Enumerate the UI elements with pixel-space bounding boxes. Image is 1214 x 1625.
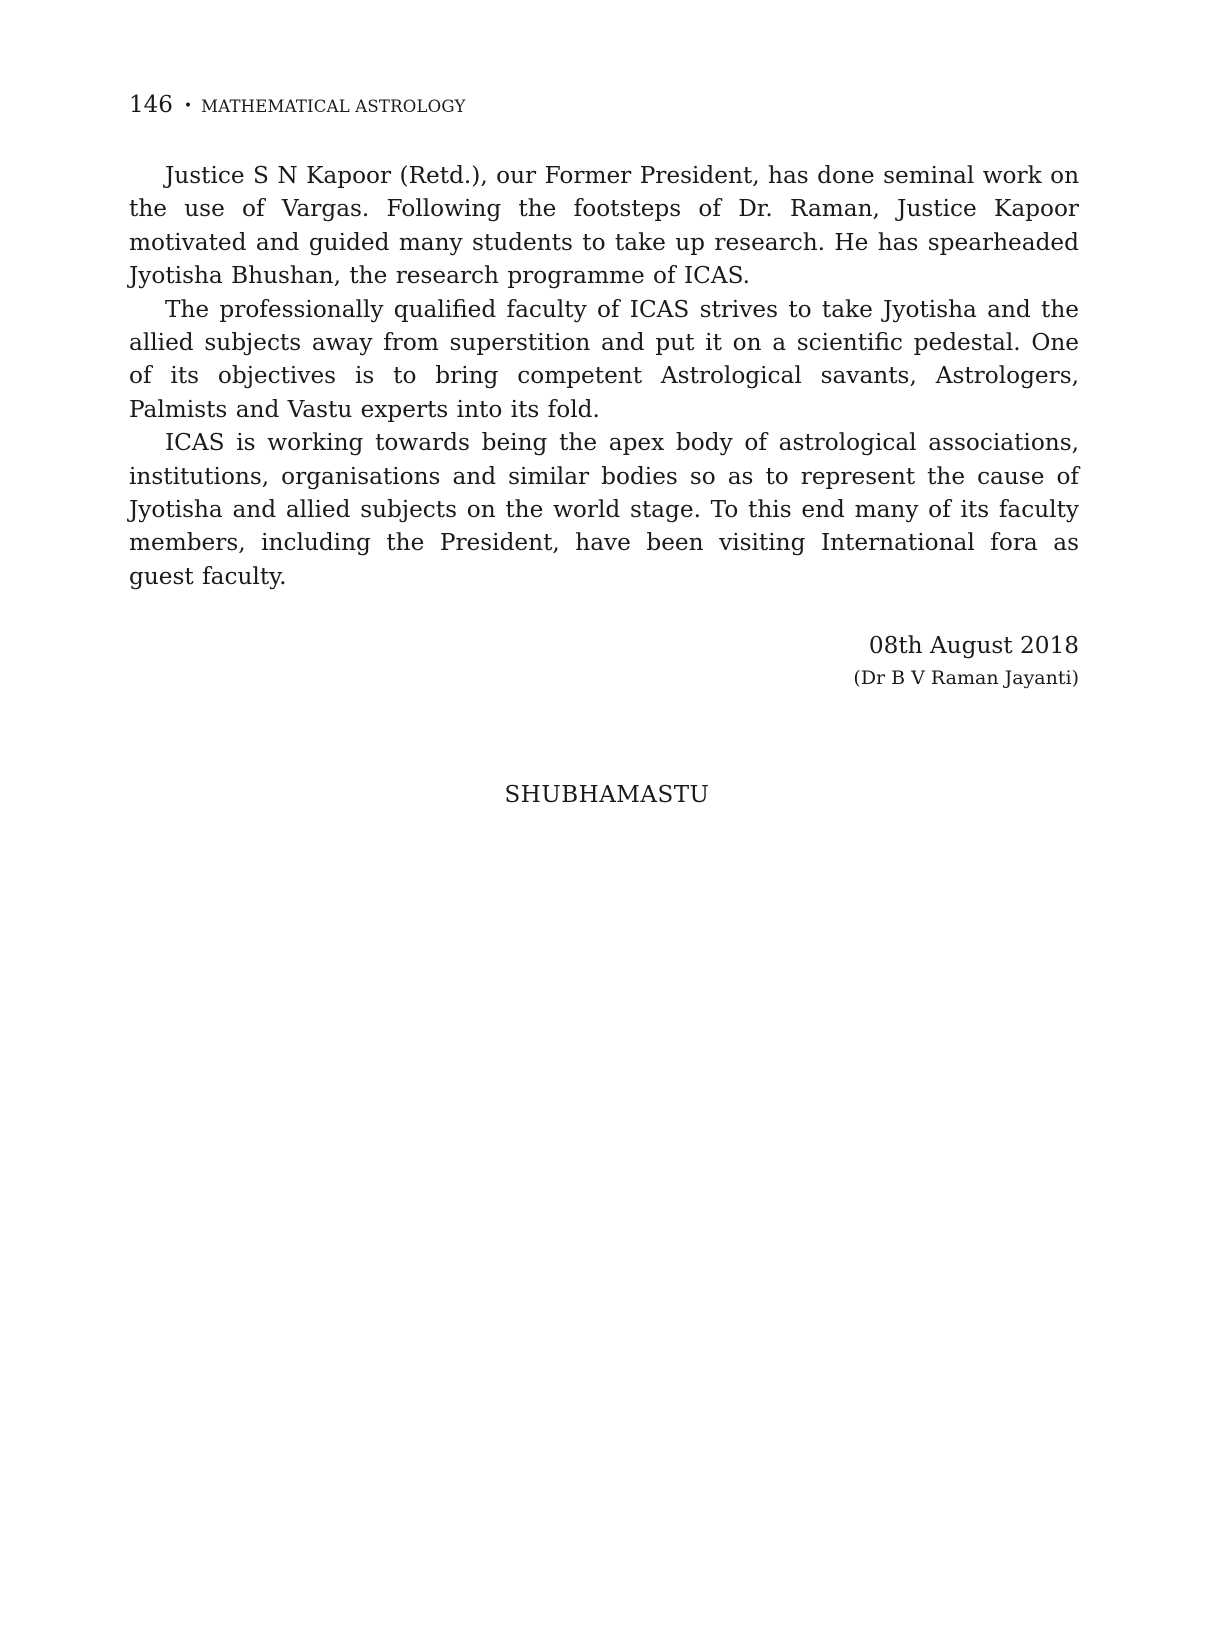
running-header (129, 90, 466, 123)
signoff-occasion: (Dr B V Raman Jayanti) (853, 667, 1079, 689)
page-number: 146 (129, 92, 173, 118)
body-text (129, 159, 1079, 593)
paragraph-icas-apex: ICAS is working towards being the apex body of astrological associations, institutions, organisations and similar bodies so as to represent the cause of Jyotisha and allied subjects on the world stage. To this end many of its faculty members, including the President, have been visiting International fora as guest faculty. (129, 429, 1079, 590)
paragraph-faculty: The professionally qualified faculty of ICAS strives to take Jyotisha and the allied subjects away from superstition and put it on a scientific pedestal. One of its objectives is to bring competent Astrological savants, Astrologers, Palmists and Vastu experts into its fold. (129, 295, 1079, 423)
paragraph-kapoor: Justice S N Kapoor (Retd.), our Former President, has done seminal work on the use of Vargas. Following the footsteps of Dr. Raman, Justice Kapoor motivated and guided many students to take up research. He has spearheaded Jyotisha Bhushan, the research programme of ICAS. (129, 162, 1079, 290)
header-separator: • (183, 98, 193, 114)
book-title: MATHEMATICAL ASTROLOGY (201, 97, 466, 116)
closing-word: SHUBHAMASTU (504, 782, 710, 808)
signoff-block (853, 630, 1079, 694)
signoff-date: 08th August 2018 (868, 632, 1079, 659)
